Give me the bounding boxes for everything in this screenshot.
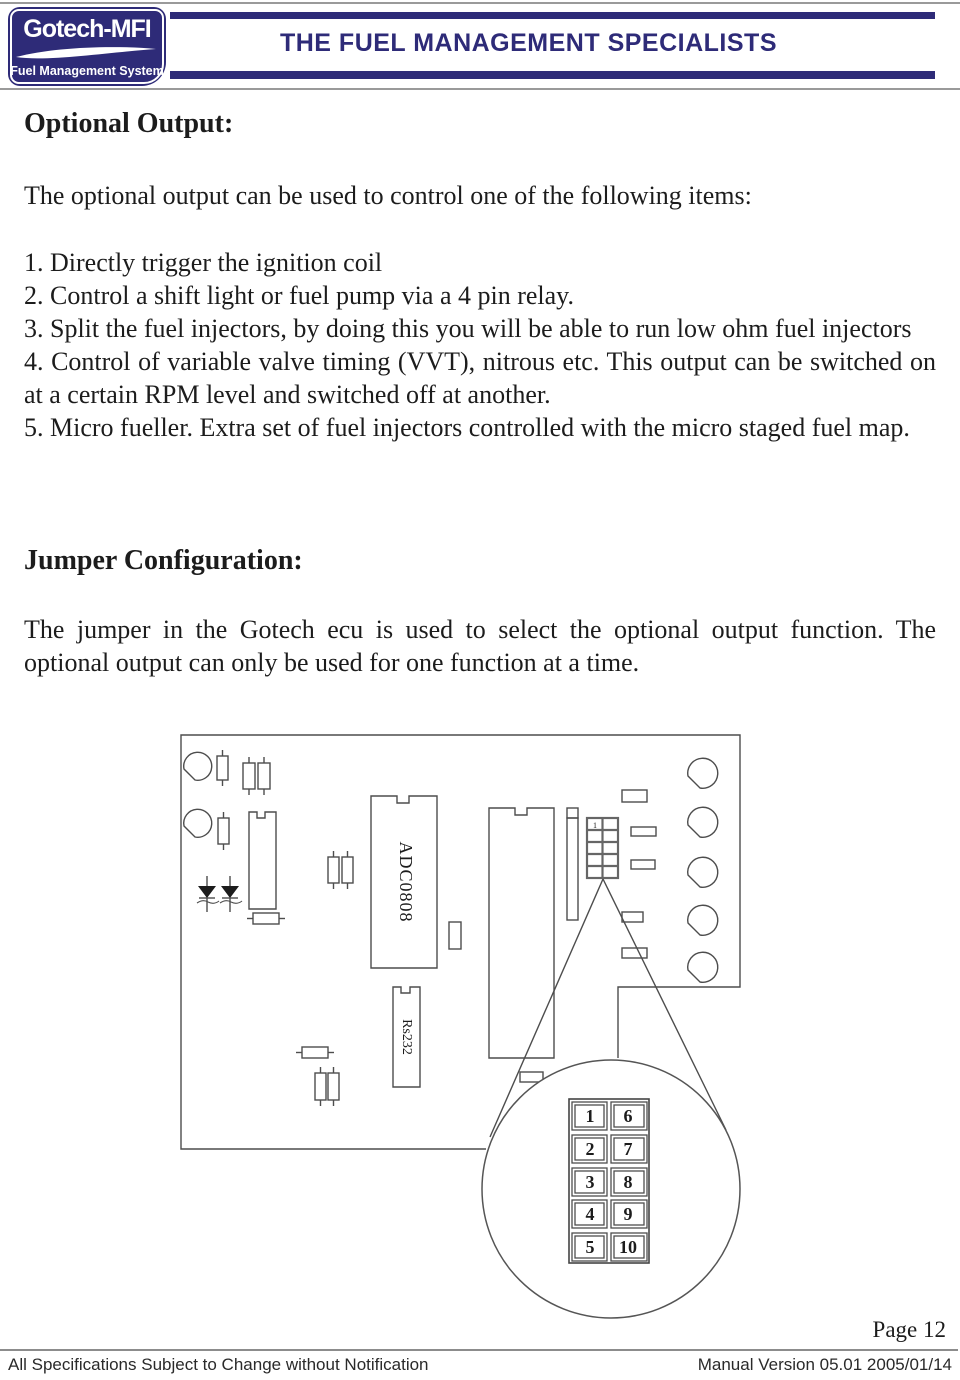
gotech-logo — [8, 7, 166, 86]
logo-subtitle-text: Fuel Management System — [10, 64, 164, 78]
section2-title: Jumper Configuration: — [24, 545, 303, 576]
resistor-horizontal — [247, 913, 334, 1058]
page-number: Page 12 — [872, 1317, 946, 1342]
jumper-cell-label: 3 — [585, 1172, 595, 1192]
section1-title: Optional Output: — [24, 108, 234, 139]
transistor-outline — [184, 809, 212, 837]
rs232-label: Rs232 — [398, 1019, 414, 1055]
section2-body: The jumper in the Gotech ecu is used to select the optional output function. The optional output can only be used for one function at a time. — [24, 615, 936, 677]
logo-brand-text: Gotech-MFI — [23, 15, 151, 43]
sip-header-pad — [567, 808, 578, 818]
footer-rule — [0, 1349, 958, 1351]
jumper-cell-label: 2 — [585, 1139, 595, 1159]
footer-right-note: Manual Version 05.01 2005/01/14 — [697, 1355, 952, 1374]
adc0808-label: ADC0808 — [395, 841, 416, 923]
section1-intro: The optional output can be used to control one of the following items: — [24, 181, 752, 210]
jumper-cell-label: 10 — [619, 1237, 637, 1257]
jumper-cell-label: 8 — [623, 1172, 633, 1192]
sip-header-bar — [567, 818, 578, 920]
banner-title: THE FUEL MANAGEMENT SPECIALISTS — [279, 29, 777, 57]
ic-chip — [489, 808, 554, 1058]
jumper-cell-label: 4 — [585, 1204, 595, 1224]
ic-chip — [249, 812, 276, 909]
logo-swoosh-icon — [14, 45, 160, 63]
component-rect — [449, 922, 461, 949]
transistor-outline — [688, 758, 718, 982]
list-item: 2. Control a shift light or fuel pump via a 4 pin relay. — [24, 281, 574, 310]
jumper-cell-label: 9 — [623, 1204, 633, 1224]
list-item: 1. Directly trigger the ignition coil — [24, 248, 383, 277]
jumper-cell-label: 7 — [623, 1139, 633, 1159]
list-item: 5. Micro fueller. Extra set of fuel injectors controlled with the micro staged fuel map. — [24, 413, 910, 442]
jumper-cell-label: 1 — [585, 1106, 595, 1126]
transistor-outline — [184, 752, 212, 780]
jumper-pin1-mark: 1 — [593, 821, 597, 830]
footer-left-note: All Specifications Subject to Change without Notification — [8, 1355, 429, 1374]
jumper-cell-label: 6 — [623, 1106, 633, 1126]
jumper-block — [587, 818, 618, 878]
jumper-cell-label: 5 — [585, 1237, 595, 1257]
list-item: 4. Control of variable valve timing (VVT), nitrous etc. This output can be switched on at a certain RPM level and switched off at another. — [24, 347, 936, 409]
zener-diode-icon — [197, 876, 242, 912]
list-item: 3. Split the fuel injectors, by doing this you will be able to run low ohm fuel injectors — [24, 314, 912, 343]
